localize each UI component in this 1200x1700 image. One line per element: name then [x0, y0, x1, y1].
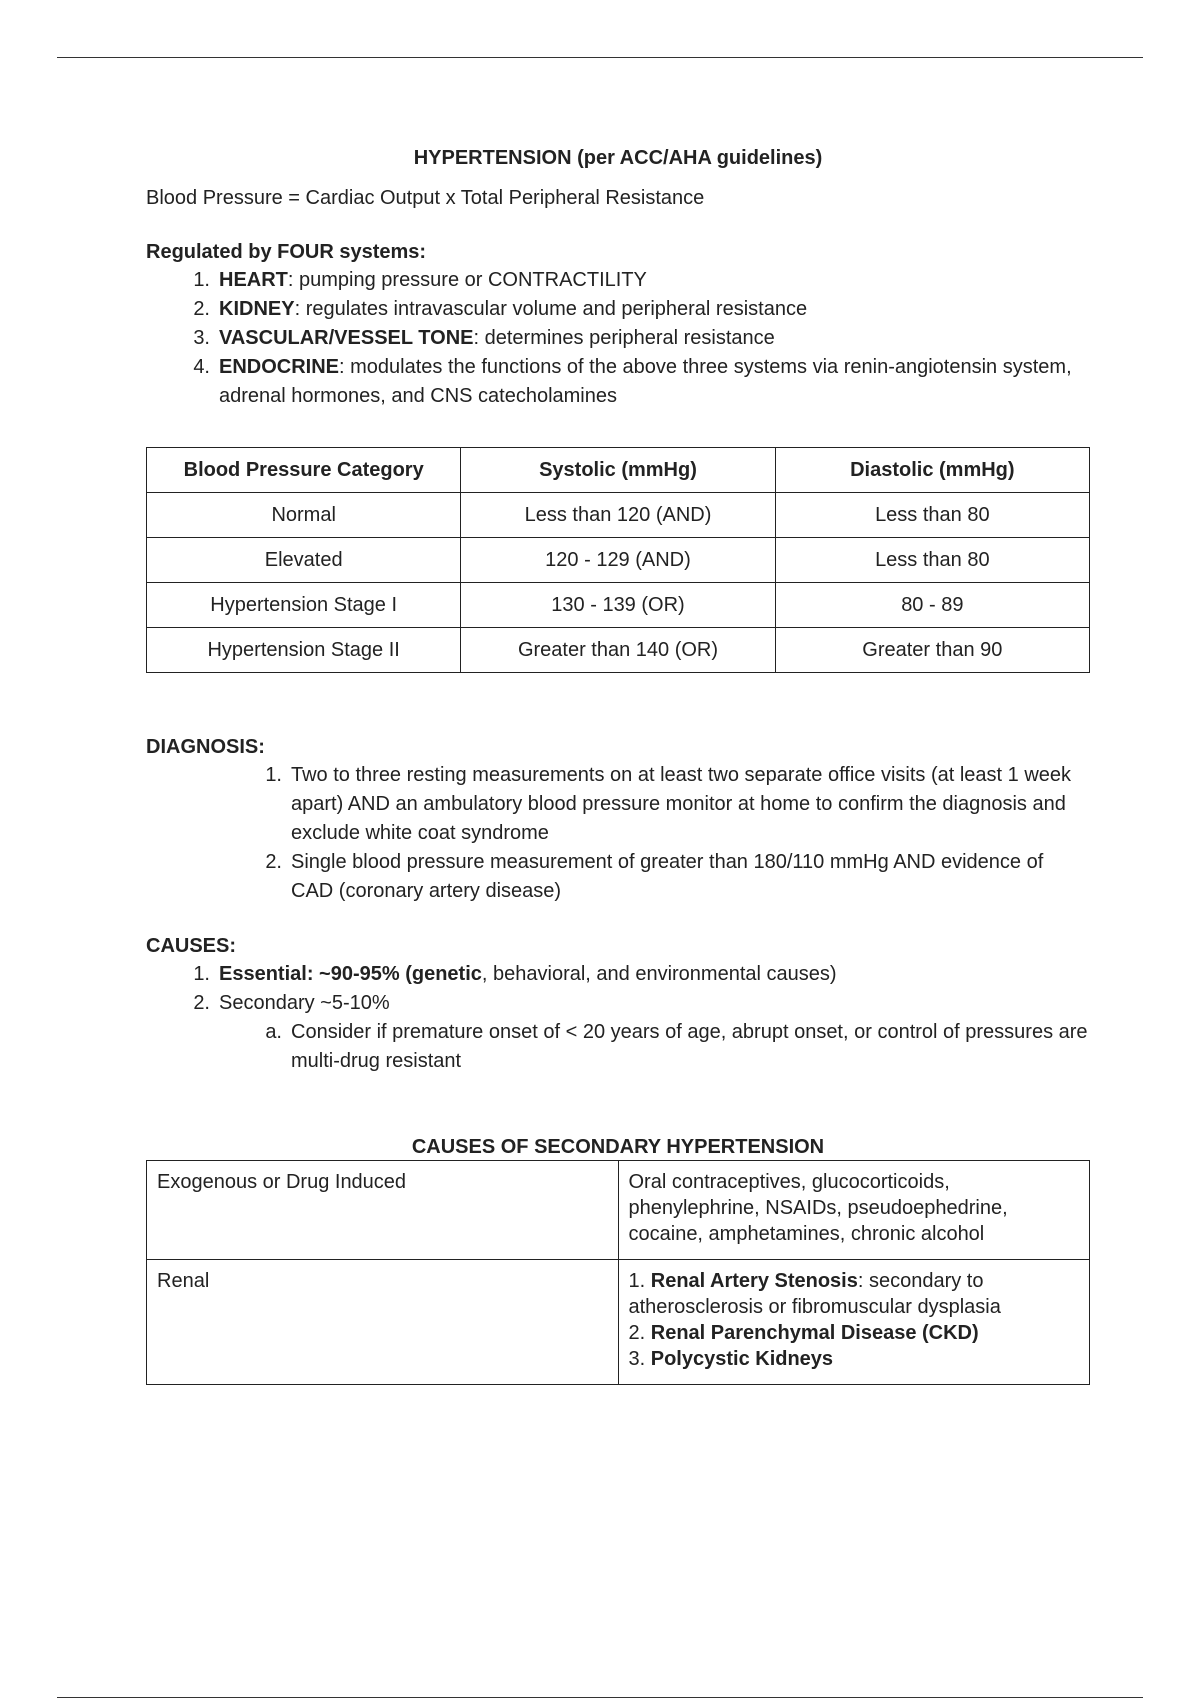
- bottom-rule: [57, 1697, 1143, 1698]
- list-item: 1. Essential: ~90-95% (genetic, behavioral, and environmental causes): [193, 963, 837, 985]
- table-row: [147, 493, 1090, 538]
- table-cell: Renal: [147, 1260, 619, 1385]
- list-item: 2. KIDNEY: regulates intravascular volume and peripheral resistance: [193, 298, 808, 320]
- table-cell: Hypertension Stage I: [147, 583, 461, 628]
- table-cell: Less than 120 (AND): [461, 493, 775, 538]
- table-cell: Less than 80: [775, 538, 1089, 583]
- table-row: [147, 628, 1090, 673]
- table-cell: Normal: [147, 493, 461, 538]
- table-cell: Greater than 90: [775, 628, 1089, 673]
- secondary-causes-table: [146, 1160, 1090, 1385]
- table-cell: Hypertension Stage II: [147, 628, 461, 673]
- table-header: Systolic (mmHg): [461, 448, 775, 493]
- bp-category-table: [146, 447, 1090, 673]
- table-header: Diastolic (mmHg): [775, 448, 1089, 493]
- table-cell: 80 - 89: [775, 583, 1089, 628]
- secondary-causes-title: CAUSES OF SECONDARY HYPERTENSION: [411, 1136, 825, 1158]
- table-row: [147, 1260, 1090, 1385]
- table-cell: 1. Renal Artery Stenosis: secondary to atherosclerosis or fibromuscular dysplasia 2. Renal Parenchymal Disease (CKD) 3. Polycystic Kidneys: [618, 1260, 1090, 1385]
- table-cell: 120 - 129 (AND): [461, 538, 775, 583]
- top-rule: [57, 57, 1143, 58]
- systems-list: [146, 266, 1090, 411]
- list-item: a. Consider if premature onset of < 20 years of age, abrupt onset, or control of pressures are multi-drug resistant: [265, 1021, 1088, 1072]
- table-cell: 130 - 139 (OR): [461, 583, 775, 628]
- diagnosis-heading: DIAGNOSIS:: [146, 736, 265, 758]
- list-item: 3. VASCULAR/VESSEL TONE: determines peripheral resistance: [193, 327, 775, 349]
- list-item: 2. Single blood pressure measurement of greater than 180/110 mmHg AND evidence of CAD (coronary artery disease): [265, 851, 1044, 902]
- table-row: [147, 583, 1090, 628]
- table-row: [147, 1161, 1090, 1260]
- table-cell: Greater than 140 (OR): [461, 628, 775, 673]
- diagnosis-list: [146, 761, 1090, 906]
- table-header-row: [147, 448, 1090, 493]
- table-cell: Exogenous or Drug Induced: [147, 1161, 619, 1260]
- causes-list: [146, 960, 1090, 1018]
- causes-heading: CAUSES:: [146, 935, 237, 957]
- table-cell: Less than 80: [775, 493, 1089, 538]
- table-header: Blood Pressure Category: [147, 448, 461, 493]
- table-row: [147, 538, 1090, 583]
- list-item: 1. HEART: pumping pressure or CONTRACTILITY: [193, 269, 647, 291]
- document-body: [146, 140, 1090, 1385]
- document-title: HYPERTENSION (per ACC/AHA guidelines): [413, 147, 823, 169]
- list-item: 4. ENDOCRINE: modulates the functions of the above three systems via renin-angiotensin system, adrenal hormones, and CNS catecholamines: [193, 356, 1072, 407]
- list-item: 2. Secondary ~5-10%: [193, 992, 390, 1014]
- table-cell: Elevated: [147, 538, 461, 583]
- list-item: 1. Two to three resting measurements on at least two separate office visits (at least 1 week apart) AND an ambulatory blood pressure monitor at home to confirm the diagnosis and exclude white coat syndrome: [265, 764, 1072, 844]
- bp-formula: Blood Pressure = Cardiac Output x Total Peripheral Resistance: [146, 187, 705, 209]
- secondary-sublist: [146, 1018, 1090, 1076]
- table-cell: Oral contraceptives, glucocorticoids, phenylephrine, NSAIDs, pseudoephedrine, cocaine, amphetamines, chronic alcohol: [618, 1161, 1090, 1260]
- systems-heading: Regulated by FOUR systems:: [146, 241, 427, 263]
